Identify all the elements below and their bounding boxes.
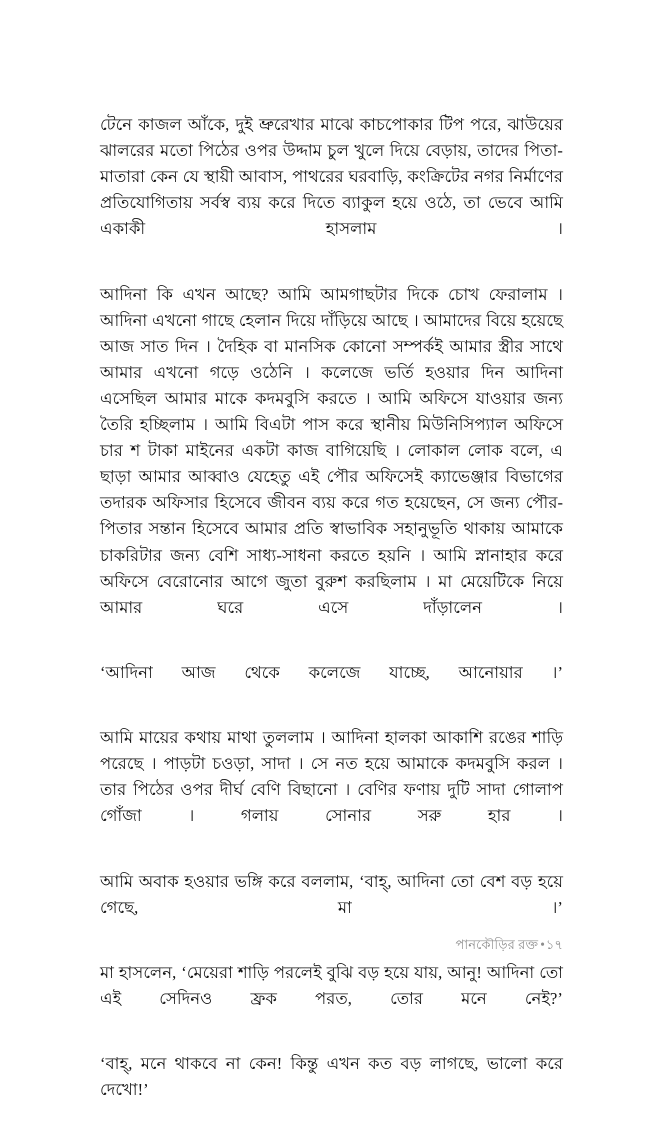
paragraph-dialogue: ‘আদিনা আজ থেকে কলেজে যাচ্ছে, আনোয়ার ।’ xyxy=(100,662,563,682)
footer-book-title: পানকৌড়ির রক্ত xyxy=(455,937,539,952)
paragraph: আমি মায়ের কথায় মাথা তুললাম । আদিনা হালকা আকাশি রঙের শাড়ি পরেছে । পাড়টা চওড়া, সাদা । সে নত হয়ে আমাকে কদমবুসি করল । তার পিঠের ওপর দীর্ঘ বেণি বিছানো । বেণির ফণায় দুটি সাদা গোলাপ গোঁজা । গলায় সোনার সরু হার । xyxy=(100,728,563,826)
page-text-block xyxy=(100,112,563,1129)
paragraph-dialogue: ‘বাহ্, মনে থাকবে না কেন! কিন্তু এখন কত বড় লাগছে, ভালো করে দেখো!’ xyxy=(100,1054,563,1100)
page-footer xyxy=(100,936,563,954)
paragraph: টেনে কাজল আঁকে, দুই ভ্রুরেখার মাঝে কাচপোকার টিপ পরে, ঝাউয়ের ঝালরের মতো পিঠের ওপর উদ্দাম চুল খুলে দিয়ে বেড়ায়, তাদের পিতা-মাতারা কেন যে স্থায়ী আবাস, পাথরের ঘরবাড়ি, কংক্রিটের নগর নির্মাণের প্রতিযোগিতায় সর্বস্ব ব্যয় করে দিতে ব্যাকুল হয়ে ওঠে, তা ভেবে আমি একাকী হাসলাম । xyxy=(100,115,563,239)
paragraph: আদিনা কি এখন আছে? আমি আমগাছটার দিকে চোখ ফেরালাম । আদিনা এখনো গাছে হেলান দিয়ে দাঁড়িয়ে আছে । আমাদের বিয়ে হয়েছে আজ সাত দিন । দৈহিক বা মানসিক কোনো সম্পর্কই আমার স্ত্রীর সাথে আমার এখনো গড়ে ওঠেনি । কলেজে ভর্তি হওয়ার দিন আদিনা এসেছিল আমার মাকে কদমবুসি করতে । আমি অফিসে যাওয়ার জন্য তৈরি হচ্ছিলাম । আমি বিএটা পাস করে স্থানীয় মিউনিসিপ্যাল অফিসে চার শ টাকা মাইনের একটা কাজ বাগিয়েছি । লোকাল লোক বলে, এ ছাড়া আমার আব্বাও যেহেতু এই পৌর অফিসেই ক্যাভেঞ্জার বিভাগের তদারক অফিসার হিসেবে জীবন ব্যয় করে গত হয়েছেন, সে জন্য পৌর-পিতার সন্তান হিসেবে আমার প্রতি স্বাভাবিক সহানুভূতি থাকায় আমাকে চাকরিটার জন্য বেশি সাধ্য-সাধনা করতে হয়নি । আমি স্নানাহার করে অফিসে বেরোনোর আগে জুতা বুরুশ করছিলাম । মা মেয়েটিকে নিয়ে আমার ঘরে এসে দাঁড়ালেন । xyxy=(100,284,563,617)
footer-separator-dot: • xyxy=(540,937,545,952)
page-number: ১৭ xyxy=(545,937,563,952)
paragraph-dialogue: মা হাসলেন, ‘মেয়েরা শাড়ি পরলেই বুঝি বড় হয়ে যায়, আনু! আদিনা তো এই সেদিনও ফ্রক পরত, তোর মনে নেই?’ xyxy=(100,962,563,1008)
paragraph: আমি অবাক হওয়ার ভঙ্গি করে বললাম, ‘বাহ্, আদিনা তো বেশ বড় হয়ে গেছে, মা ।’ xyxy=(100,871,563,917)
